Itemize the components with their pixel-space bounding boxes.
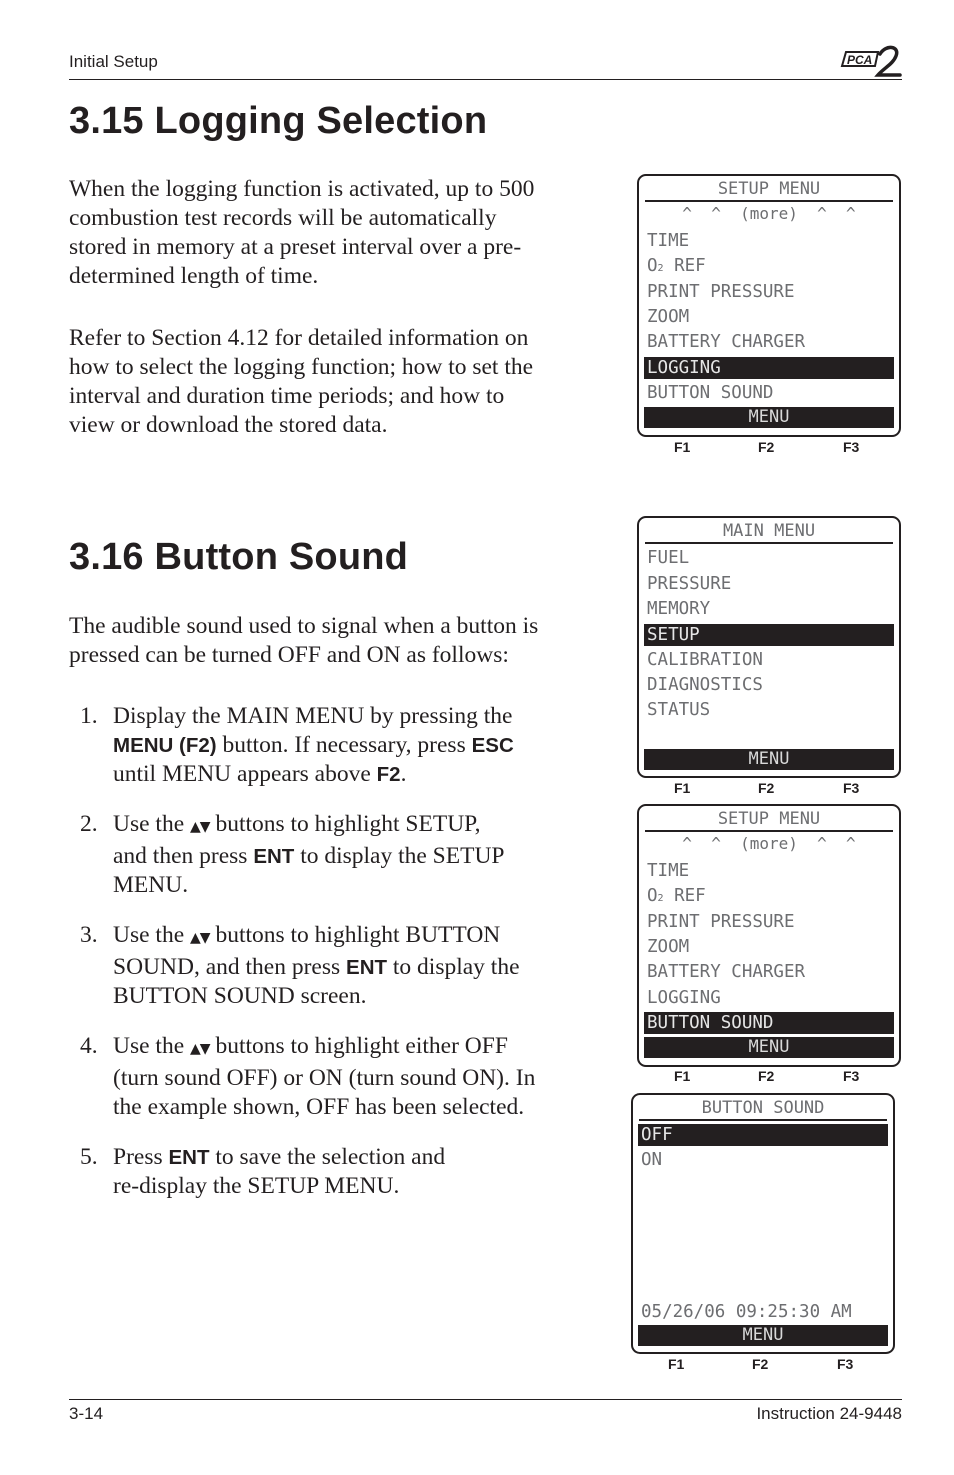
section-3-15-title: 3.15 Logging Selection (69, 100, 488, 142)
running-header: Initial Setup (69, 52, 158, 71)
menu-softkey-label: MENU (644, 1037, 894, 1058)
menu-softkey-label: MENU (638, 1325, 888, 1346)
setup-menu-screen-logging (637, 174, 901, 437)
menu-item-print-pressure: PRINT PRESSURE (647, 912, 795, 932)
screen-title: MAIN MENU (645, 520, 893, 544)
section-3-15-paragraph-1: When the logging function is activated, up to 500 combustion test records will be automatically stored in memory at a preset interval over a pre- determined length of time. (69, 176, 535, 289)
f2-label: F2 (758, 1068, 775, 1084)
function-key-labels (631, 1356, 891, 1374)
pca2-logo (838, 44, 904, 78)
option-on: ON (641, 1150, 663, 1170)
menu-item-diagnostics: DIAGNOSTICS (647, 675, 763, 695)
section-3-15-paragraph-2: Refer to Section 4.12 for detailed information on how to select the logging function; how to set the interval and duration time periods; and how to view or download the stored data. (69, 325, 534, 438)
screen-title: SETUP MENU (645, 808, 893, 832)
menu-softkey-label: MENU (644, 749, 894, 770)
more-indicator: ^ ^ (more) ^ ^ (682, 204, 856, 223)
svg-text:PCA: PCA (847, 53, 873, 67)
menu-item-time: TIME (647, 861, 690, 881)
step-2: 2. Use the ▲▼ buttons to highlight SETUP, and then press ENT to display the SETUP MENU. (80, 811, 505, 898)
menu-item-fuel: FUEL (647, 548, 690, 568)
function-key-labels (637, 439, 897, 457)
f2-label: F2 (758, 439, 775, 455)
step-4: 4. Use the ▲▼ buttons to highlight either OFF (turn sound OFF) or ON (turn sound ON). In the example shown, OFF has been selected. (80, 1033, 536, 1120)
f2-label: F2 (752, 1356, 769, 1372)
page-number: 3-14 (69, 1404, 104, 1423)
function-key-labels (637, 780, 897, 798)
menu-item-logging: LOGGING (647, 988, 721, 1008)
menu-item-battery-charger: BATTERY CHARGER (647, 962, 806, 982)
menu-item-o2-ref: O2 REF (647, 886, 706, 906)
menu-item-status: STATUS (647, 700, 711, 720)
menu-item-logging-highlighted: LOGGING (644, 357, 894, 379)
screen-title: BUTTON SOUND (639, 1097, 887, 1121)
menu-item-setup-highlighted: SETUP (644, 624, 894, 646)
menu-item-button-sound-highlighted: BUTTON SOUND (644, 1012, 894, 1034)
menu-item-battery-charger: BATTERY CHARGER (647, 332, 806, 352)
document-number: Instruction 24-9448 (756, 1404, 902, 1423)
menu-softkey-label: MENU (644, 407, 894, 428)
up-down-arrows-icon: ▲▼ (190, 930, 210, 946)
setup-menu-screen-button-sound (637, 804, 901, 1067)
more-indicator: ^ ^ (more) ^ ^ (682, 834, 856, 853)
menu-item-o2-ref: O2 REF (647, 256, 706, 276)
menu-item-calibration: CALIBRATION (647, 650, 763, 670)
menu-item-zoom: ZOOM (647, 307, 690, 327)
procedure-steps (80, 702, 620, 1222)
section-3-16-title: 3.16 Button Sound (69, 536, 409, 578)
footer-rule (69, 1399, 902, 1400)
section-3-16-intro: The audible sound used to signal when a button is pressed can be turned OFF and ON as follows: (69, 613, 539, 668)
step-1: 1. Display the MAIN MENU by pressing the MENU (F2) button. If necessary, press ESC until MENU appears above F2. (80, 703, 514, 787)
function-key-labels (637, 1068, 897, 1086)
option-off-highlighted: OFF (638, 1124, 888, 1146)
menu-item-print-pressure: PRINT PRESSURE (647, 282, 795, 302)
button-sound-screen (631, 1093, 895, 1354)
date-time-readout: 05/26/06 09:25:30 AM (641, 1302, 852, 1322)
f1-label: F1 (674, 439, 691, 455)
up-down-arrows-icon: ▲▼ (190, 819, 210, 835)
menu-item-pressure: PRESSURE (647, 574, 732, 594)
menu-item-time: TIME (647, 231, 690, 251)
menu-item-memory: MEMORY (647, 599, 711, 619)
main-menu-screen (637, 516, 901, 778)
f3-label: F3 (843, 1068, 860, 1084)
up-down-arrows-icon: ▲▼ (190, 1041, 210, 1057)
f3-label: F3 (837, 1356, 854, 1372)
step-5: 5. Press ENT to save the selection and re-display the SETUP MENU. (80, 1144, 446, 1199)
menu-item-zoom: ZOOM (647, 937, 690, 957)
f1-label: F1 (674, 1068, 691, 1084)
f1-label: F1 (674, 780, 691, 796)
f3-label: F3 (843, 780, 860, 796)
header-rule (69, 79, 902, 80)
f2-label: F2 (758, 780, 775, 796)
screen-title: SETUP MENU (645, 178, 893, 202)
menu-item-button-sound: BUTTON SOUND (647, 383, 774, 403)
step-3: 3. Use the ▲▼ buttons to highlight BUTTON SOUND, and then press ENT to display the BUTTON SOUND screen. (80, 922, 520, 1009)
f3-label: F3 (843, 439, 860, 455)
f1-label: F1 (668, 1356, 685, 1372)
